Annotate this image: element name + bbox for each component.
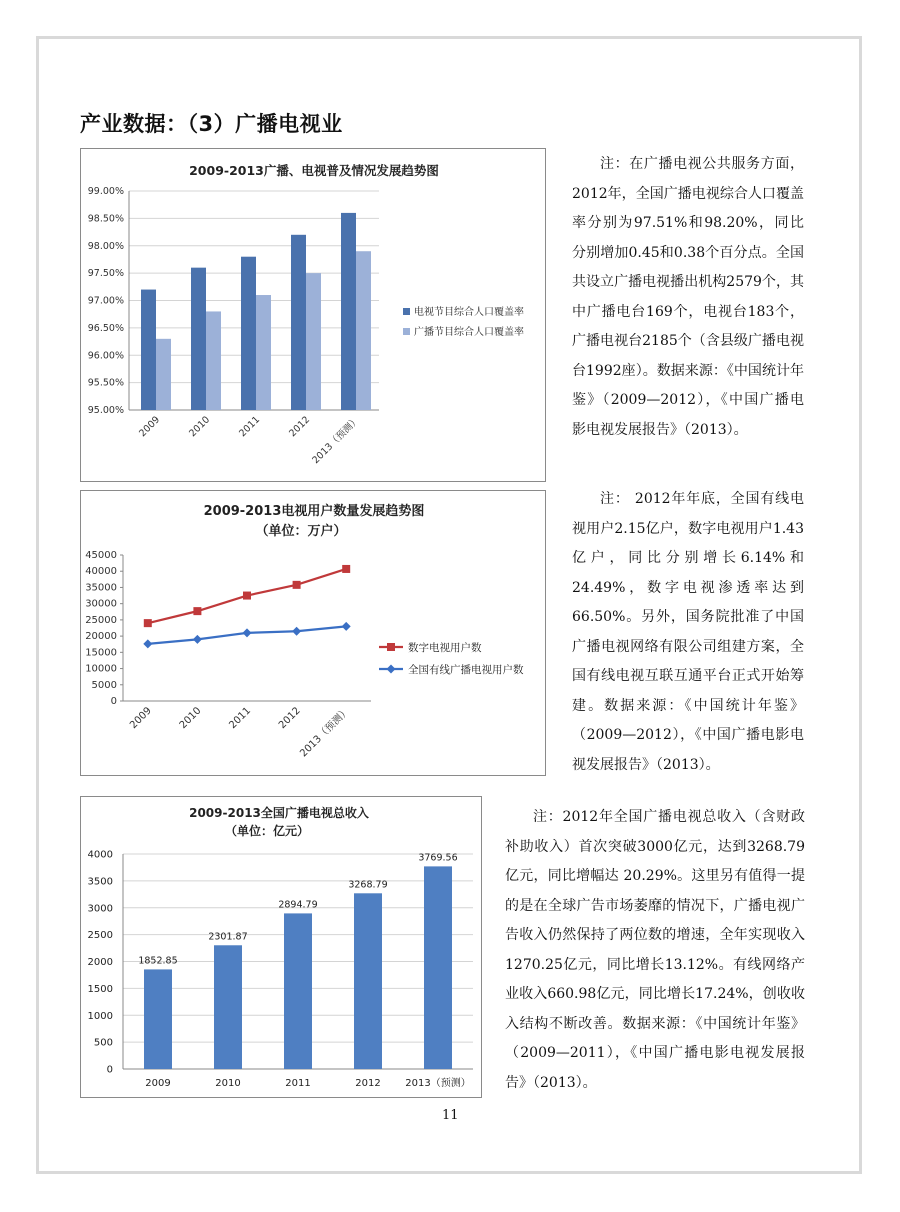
revenue-bar-chart: [80, 796, 482, 1098]
point-marker-cable: [193, 635, 202, 644]
coverage-bar-chart: [80, 148, 546, 482]
y-tick-label: 10000: [85, 663, 117, 675]
users-line-chart: [80, 490, 546, 776]
x-tick-label: 2012: [287, 414, 313, 440]
x-tick-label: 2012: [355, 1078, 381, 1089]
revenue-bar: [284, 913, 312, 1069]
y-tick-label: 35000: [85, 582, 117, 594]
page-number: 11: [442, 1108, 459, 1123]
bar-tv: [141, 290, 156, 410]
bar-tv: [291, 235, 306, 410]
y-tick-label: 15000: [85, 647, 117, 659]
y-tick-label: 40000: [85, 566, 117, 578]
x-tick-label: 2010: [187, 414, 213, 440]
note-coverage-text: 注：在广播电视公共服务方面，2012年，全国广播电视综合人口覆盖率分别为97.51%和98.20%，同比分别增加0.45和0.38个百分点。全国共设立广播电视播出机构2579个，其中广播电台169个，电视台183个，广播电视台2185个（含县级广播电视台1992座）。数据来源：《中国统计年鉴》（2009—2012），《中国广播电影电视发展报告》（2013）。: [572, 156, 804, 438]
y-tick-label: 98.00%: [87, 240, 124, 252]
x-tick-label: 2011: [285, 1078, 311, 1089]
chart-title: 2009-2013电视用户数量发展趋势图: [203, 504, 425, 519]
data-label: 3268.79: [348, 879, 388, 891]
x-tick-label: 2009: [128, 705, 154, 732]
legend-label: 全国有线广播电视用户数: [408, 664, 524, 676]
y-tick-label: 1500: [87, 983, 113, 995]
legend-marker: [387, 643, 395, 651]
chart-subtitle: （单位：亿元）: [224, 824, 310, 838]
y-tick-label: 3500: [87, 876, 113, 888]
note-users-text: 注： 2012年年底，全国有线电视用户2.15亿户，数字电视用户1.43亿户，同比分别增长6.14%和24.49%，数字电视渗透率达到66.50%。另外，国务院批准了中国广播电视网络有限公司组建方案，全国有线电视互联互通平台正式开始筹建。数据来源：《中国统计年鉴》（2009—2012），《中国广播电影电视发展报告》（2013）。: [572, 491, 804, 773]
y-tick-label: 0: [106, 1064, 113, 1076]
legend-swatch: [403, 308, 410, 315]
bar-radio: [256, 295, 271, 410]
revenue-bar: [214, 945, 242, 1069]
bar-radio: [156, 339, 171, 410]
note-revenue-text: 注：2012年全国广播电视总收入（含财政补助收入）首次突破3000亿元，达到3268.79亿元，同比增幅达 20.29%。这里另有值得一提的是在全球广告市场萎靡的情况下，广播电视广告收入仍然保持了两位数的增速，全年实现收入1270.25亿元，同比增长13.12%。有线网络产业收入660.98亿元，同比增长17.24%，创收收入结构不断改善。数据来源：《中国统计年鉴》（2009—2011），《中国广播电影电视发展报告》（2013）。: [505, 809, 805, 1091]
legend-marker: [387, 665, 396, 674]
y-tick-label: 98.50%: [87, 213, 124, 225]
revenue-bar: [144, 969, 172, 1069]
note-revenue: [505, 803, 805, 1098]
y-tick-label: 95.50%: [87, 377, 124, 389]
x-tick-label: 2011: [237, 414, 263, 440]
revenue-chart-svg: [81, 797, 483, 1099]
x-tick-label: 2012: [276, 705, 303, 732]
y-tick-label: 30000: [85, 598, 117, 610]
y-tick-label: 4000: [87, 849, 113, 861]
chart-subtitle: （单位：万户）: [255, 524, 347, 539]
x-tick-label: 2009: [145, 1078, 171, 1089]
y-tick-label: 1000: [87, 1010, 113, 1022]
point-marker-digital: [243, 592, 251, 600]
point-marker-cable: [143, 639, 152, 648]
y-tick-label: 5000: [91, 679, 117, 691]
x-tick-label: 2010: [215, 1078, 241, 1089]
coverage-chart-svg: [81, 149, 547, 483]
point-marker-digital: [293, 581, 301, 589]
bar-tv: [191, 268, 206, 410]
note-users: [572, 485, 804, 780]
y-tick-label: 3000: [87, 903, 113, 915]
x-tick-label: 2013（预测）: [310, 414, 363, 467]
point-marker-digital: [144, 619, 152, 627]
data-label: 3769.56: [418, 852, 458, 864]
y-tick-label: 45000: [85, 550, 117, 561]
y-tick-label: 500: [93, 1037, 113, 1049]
data-label: 1852.85: [138, 955, 178, 967]
x-tick-label: 2010: [177, 705, 204, 732]
y-tick-label: 2000: [87, 957, 113, 968]
point-marker-digital: [342, 565, 350, 573]
chart-title: 2009-2013全国广播电视总收入: [189, 806, 369, 820]
point-marker-cable: [342, 622, 351, 631]
point-marker-cable: [243, 628, 252, 637]
x-tick-label: 2011: [227, 705, 254, 732]
bar-radio: [356, 251, 371, 410]
y-tick-label: 2500: [87, 930, 113, 942]
x-tick-label: 2013（预测）: [298, 705, 353, 760]
legend-label: 数字电视用户数: [408, 642, 482, 654]
bar-tv: [241, 257, 256, 410]
users-chart-svg: [81, 491, 547, 777]
y-tick-label: 25000: [85, 614, 117, 626]
y-tick-label: 97.50%: [87, 268, 124, 280]
legend-swatch: [403, 328, 410, 335]
bar-radio: [206, 311, 221, 410]
x-tick-label: 2009: [137, 414, 163, 440]
revenue-bar: [354, 893, 382, 1069]
data-label: 2301.87: [208, 931, 248, 943]
y-tick-label: 20000: [85, 631, 117, 643]
legend-label: 广播节目综合人口覆盖率: [414, 327, 524, 338]
data-label: 2894.79: [278, 899, 318, 911]
point-marker-digital: [193, 607, 201, 615]
y-tick-label: 97.00%: [87, 295, 124, 307]
y-tick-label: 95.00%: [87, 405, 124, 416]
bar-tv: [341, 213, 356, 410]
y-tick-label: 96.50%: [87, 322, 124, 334]
x-tick-label: 2013（预测）: [405, 1078, 471, 1089]
y-tick-label: 99.00%: [87, 186, 124, 197]
point-marker-cable: [292, 627, 301, 636]
section-heading: 产业数据：（3）广播电视业: [80, 112, 343, 136]
bar-radio: [306, 273, 321, 410]
legend-label: 电视节目综合人口覆盖率: [414, 307, 524, 318]
y-tick-label: 96.00%: [87, 350, 124, 362]
y-tick-label: 0: [110, 696, 117, 707]
note-coverage: [572, 150, 804, 445]
revenue-bar: [424, 866, 452, 1069]
chart-title: 2009-2013广播、电视普及情况发展趋势图: [189, 163, 439, 178]
